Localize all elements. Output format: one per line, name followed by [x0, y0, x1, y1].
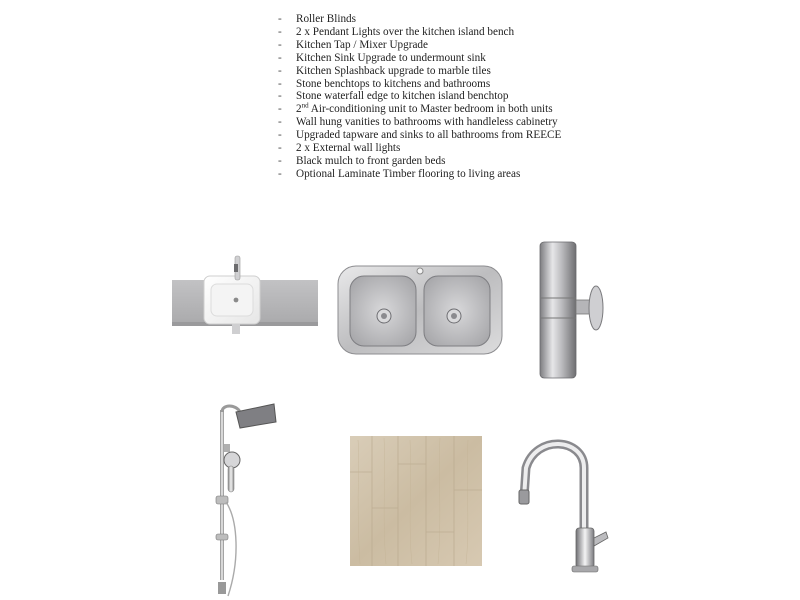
list-item: - Stone waterfall edge to kitchen island benchtop: [276, 90, 561, 103]
list-item: - 2nd Air-conditioning unit to Master bedroom in both units: [276, 103, 561, 116]
timber-flooring-photo: [350, 436, 482, 566]
list-item: - 2 x Pendant Lights over the kitchen island bench: [276, 26, 561, 39]
shower-set-photo: [196, 400, 282, 600]
list-item: - Upgraded tapware and sinks to all bathrooms from REECE: [276, 129, 561, 142]
list-item: - Kitchen Sink Upgrade to undermount sink: [276, 52, 561, 65]
list-item: - Roller Blinds: [276, 13, 561, 26]
list-item: - Optional Laminate Timber flooring to living areas: [276, 168, 561, 181]
list-item: - Black mulch to front garden beds: [276, 155, 561, 168]
double-sink-photo: [336, 262, 504, 358]
list-item: - Wall hung vanities to bathrooms with handleless cabinetry: [276, 116, 561, 129]
list-item: - Kitchen Splashback upgrade to marble tiles: [276, 65, 561, 78]
list-item: - Stone benchtops to kitchens and bathrooms: [276, 78, 561, 91]
basin-photo: [172, 248, 318, 338]
wall-light-photo: [530, 238, 610, 380]
kitchen-tap-photo: [516, 428, 616, 576]
inclusions-list: [276, 13, 561, 181]
list-item: - 2 x External wall lights: [276, 142, 561, 155]
list-item: - Kitchen Tap / Mixer Upgrade: [276, 39, 561, 52]
